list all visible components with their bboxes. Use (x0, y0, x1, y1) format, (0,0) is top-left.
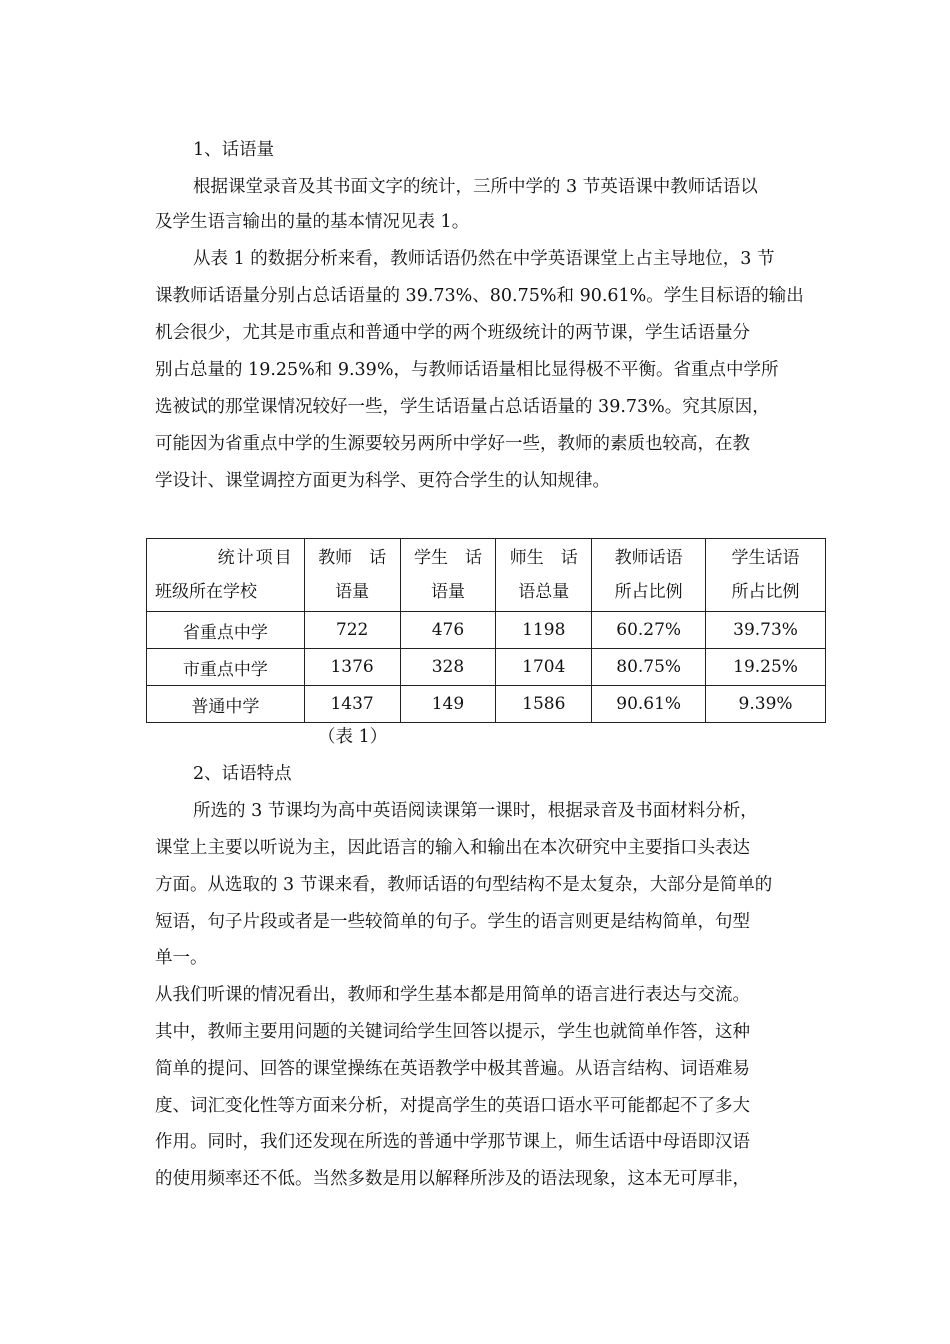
column-header: 学生 话 语量 (400, 539, 496, 612)
paragraph-line: 根据课堂录音及其书面文字的统计，三所中学的 3 节英语课中教师话语以 (193, 177, 758, 197)
total-count-cell: 1704 (496, 649, 592, 686)
column-header: 教师 话 语量 (304, 539, 400, 612)
paragraph-line: 单一。 (155, 948, 208, 968)
student-pct-cell: 9.39% (706, 686, 826, 723)
paragraph-line: 从我们听课的情况看出，教师和学生基本都是用简单的语言进行表达与交流。 (155, 985, 750, 1005)
student-pct-cell: 39.73% (706, 612, 826, 649)
teacher-pct-cell: 90.61% (592, 686, 706, 723)
table-header-row (147, 539, 826, 612)
paragraph-line: 的使用频率还不低。当然多数是用以解释所涉及的语法现象，这本无可厚非， (155, 1169, 750, 1189)
section-1-heading: 1、话语量 (193, 140, 275, 160)
total-count-cell: 1586 (496, 686, 592, 723)
paragraph-line: 短语，句子片段或者是一些较简单的句子。学生的语言则更是结构简单，句型 (155, 912, 750, 932)
table-corner-header (147, 539, 305, 612)
teacher-count-cell: 722 (304, 612, 400, 649)
paragraph-line: 课堂上主要以听说为主，因此语言的输入和输出在本次研究中主要指口头表达 (155, 838, 750, 858)
total-count-cell: 1198 (496, 612, 592, 649)
column-header: 学生话语 所占比例 (706, 539, 826, 612)
student-pct-cell: 19.25% (706, 649, 826, 686)
paragraph-line: 作用。同时，我们还发现在所选的普通中学那节课上，师生话语中母语即汉语 (155, 1132, 750, 1152)
paragraph-line: 所选的 3 节课均为高中英语阅读课第一课时，根据录音及书面材料分析， (193, 801, 758, 821)
section-2-heading: 2、话语特点 (193, 764, 292, 784)
column-header: 教师话语 所占比例 (592, 539, 706, 612)
student-count-cell: 149 (400, 686, 496, 723)
table-row (147, 649, 826, 686)
paragraph-line: 其中，教师主要用问题的关键词给学生回答以提示，学生也就简单作答，这种 (155, 1022, 750, 1042)
paragraph-line: 简单的提问、回答的课堂操练在英语教学中极其普遍。从语言结构、词语难易 (155, 1059, 750, 1079)
paragraph-line: 别占总量的 19.25%和 9.39%，与教师话语量相比显得极不平衡。省重点中学所 (155, 360, 779, 380)
teacher-count-cell: 1376 (304, 649, 400, 686)
paragraph-line: 机会很少，尤其是市重点和普通中学的两个班级统计的两节课，学生话语量分 (155, 323, 750, 343)
table-row (147, 686, 826, 723)
paragraph-line: 及学生语言输出的量的基本情况见表 1。 (155, 212, 470, 232)
paragraph-line: 从表 1 的数据分析来看，教师话语仍然在中学英语课堂上占主导地位，3 节 (193, 249, 775, 269)
paragraph-line: 方面。从选取的 3 节课来看，教师话语的句型结构不是太复杂，大部分是简单的 (155, 875, 773, 895)
paragraph-line: 选被试的那堂课情况较好一些，学生话语量占总话语量的 39.73%。究其原因， (155, 397, 770, 417)
teacher-count-cell: 1437 (304, 686, 400, 723)
school-cell: 普通中学 (147, 686, 305, 723)
school-cell: 省重点中学 (147, 612, 305, 649)
table-row (147, 612, 826, 649)
paragraph-line: 可能因为省重点中学的生源要较另两所中学好一些，教师的素质也较高，在教 (155, 434, 750, 454)
student-count-cell: 328 (400, 649, 496, 686)
teacher-pct-cell: 80.75% (592, 649, 706, 686)
column-header: 师生 话 语总量 (496, 539, 592, 612)
teacher-pct-cell: 60.27% (592, 612, 706, 649)
school-cell: 市重点中学 (147, 649, 305, 686)
paragraph-line: 度、词汇变化性等方面来分析，对提高学生的英语口语水平可能都起不了多大 (155, 1096, 750, 1116)
student-count-cell: 476 (400, 612, 496, 649)
paragraph-line: 学设计、课堂调控方面更为科学、更符合学生的认知规律。 (155, 471, 610, 491)
corner-header-top: 统计项目 (217, 548, 294, 568)
corner-header-bottom: 班级所在学校 (155, 582, 257, 602)
paragraph-line: 课教师话语量分别占总话语量的 39.73%、80.75%和 90.61%。学生目标语的输出 (155, 286, 804, 306)
table-caption: （表 1） (318, 727, 388, 747)
statistics-table (146, 538, 826, 723)
